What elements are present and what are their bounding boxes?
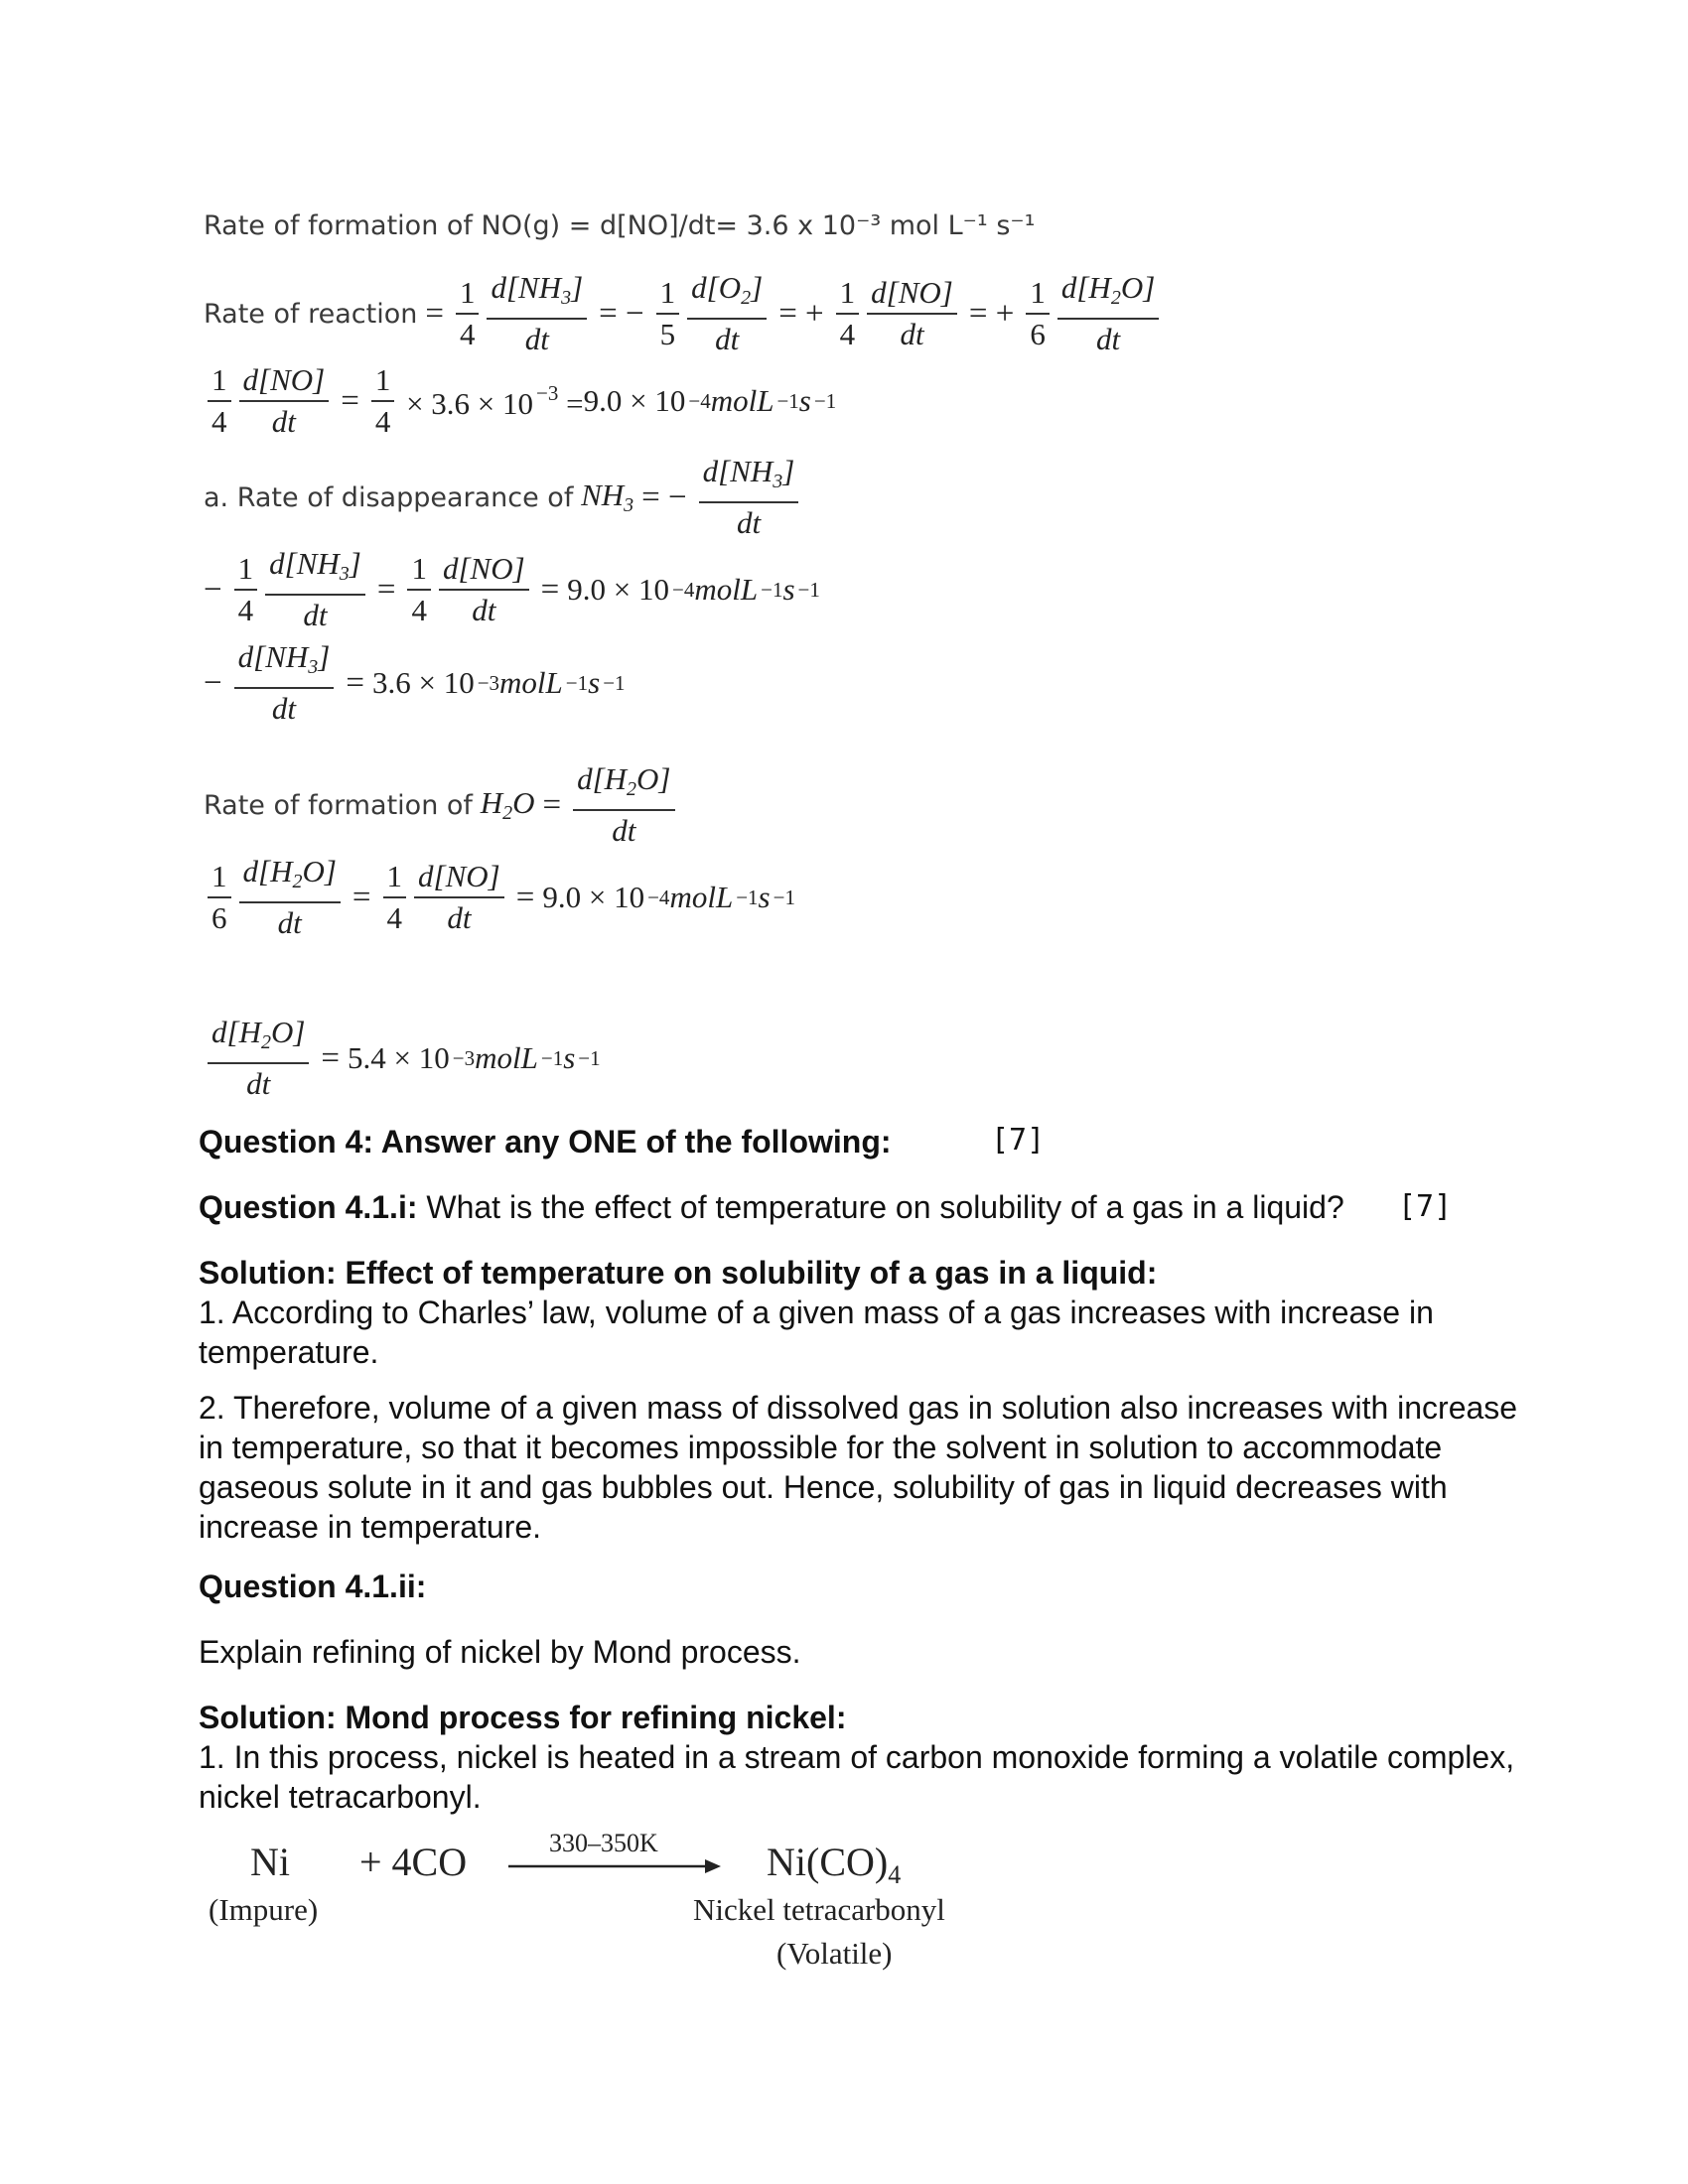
solution-2-point-1: 1. In this process, nickel is heated in a stream of carbon monoxide forming a volatile complex, nickel tetracarbonyl. bbox=[199, 1739, 1515, 1815]
reaction-condition: 330–350K bbox=[549, 1829, 658, 1857]
rate-disappearance-nh3: a. Rate of disappearance of $NH_3$ = − $\frac{d[NH_3]}{dt}$ bbox=[204, 452, 802, 543]
impure-note: (Impure) bbox=[209, 1892, 319, 1927]
question-4-marks: [7] bbox=[991, 1123, 1046, 1158]
rate-formation-h2o: Rate of formation of $H_2O$ = $\frac{d[H_2O]}{dt}$ bbox=[204, 759, 679, 851]
rate-formation-no-text: Rate of formation of NO(g) = d[NO]/dt= 3.6 x 10⁻³ mol L⁻¹ s⁻¹ bbox=[204, 210, 1036, 241]
reactant-ni: Ni bbox=[250, 1840, 290, 1884]
solution-1-point-1: 1. According to Charles’ law, volume of a given mass of a gas increases with increase in temperature. bbox=[199, 1295, 1434, 1370]
question-4-1-i-marks: [7] bbox=[1398, 1189, 1453, 1224]
rate-of-reaction-label: Rate of reaction bbox=[204, 298, 418, 330]
product-ni-co4: $Ni(CO)_4$ bbox=[767, 1840, 902, 1889]
reactant-co: + 4CO bbox=[359, 1840, 468, 1884]
question-4-1-i-text: What is the effect of temperature on solubility of a gas in a liquid? bbox=[417, 1189, 1344, 1225]
question-4-1-ii-label: Question 4.1.ii: bbox=[199, 1569, 427, 1604]
reaction-arrow-icon bbox=[506, 1854, 723, 1878]
volatile-note: (Volatile) bbox=[776, 1936, 893, 1971]
h2o-equation-1: $\frac{1}{6}$ $\frac{d[H_2O]}{dt}$ = $\frac{1}{4}$ $\frac{d[NO]}{dt}$ = 9.0 × 10 −4 molL −1 s −1 bbox=[204, 852, 795, 943]
h2o-equation-2: $\frac{d[H_2O]}{dt}$ = 5.4 × 10 −3 molL −1 s −1 bbox=[204, 1013, 601, 1104]
nh3-equation-1: − $\frac{1}{4}$ $\frac{d[NH_3]}{dt}$ = $\frac{1}{4}$ $\frac{d[NO]}{dt}$ = 9.0 × 10 −4 molL −1 s −1 bbox=[204, 546, 820, 632]
rate-of-reaction-equation: Rate of reaction = $\frac{1}{4}$ $\frac{d[NH_3]}{dt}$ = − $\frac{1}{5}$ $\frac{d[O_2]}{dt}$ = + $\frac{1}{4}$ $\frac{d[NO]}{dt}$ = + $\frac{1}{6}$ $\frac{d[H_2O]}{dt}$ bbox=[204, 268, 1163, 359]
question-4-1-ii-text: Explain refining of nickel by Mond process. bbox=[199, 1634, 801, 1670]
question-4-heading: Question 4: Answer any ONE of the following: bbox=[199, 1124, 892, 1160]
solution-2-heading: Solution: Mond process for refining nickel: bbox=[199, 1700, 847, 1735]
quarter-dno-equation: $\frac{1}{4}$ $\frac{d[NO]}{dt}$ = $\frac{1}{4}$ × 3.6 × 10 $^{-3}$ = 9.0 × 10 −4 molL −1 s −1 bbox=[204, 360, 836, 442]
rate-formation-no-line bbox=[204, 210, 1035, 241]
rate-disappearance-label: a. Rate of disappearance of bbox=[204, 481, 574, 513]
solution-1-point-2: 2. Therefore, volume of a given mass of dissolved gas in solution also increases with increase in temperature, so that it becomes impossible for the solvent in solution to accommodate gaseous solute in it and gas bubbles out. Hence, solubility of gas in liquid decreases with increase in temperature. bbox=[199, 1390, 1518, 1545]
solution-1-heading: Solution: Effect of temperature on solubility of a gas in a liquid: bbox=[199, 1255, 1158, 1291]
rate-formation-label: Rate of formation of bbox=[204, 789, 473, 821]
question-4-1-i-label: Question 4.1.i: bbox=[199, 1189, 418, 1225]
product-note: Nickel tetracarbonyl bbox=[693, 1892, 945, 1927]
nh3-equation-2: − $\frac{d[NH_3]}{dt}$ = 3.6 × 10 −3 molL −1 s −1 bbox=[204, 639, 626, 726]
question-4-1-i bbox=[199, 1187, 1519, 1227]
